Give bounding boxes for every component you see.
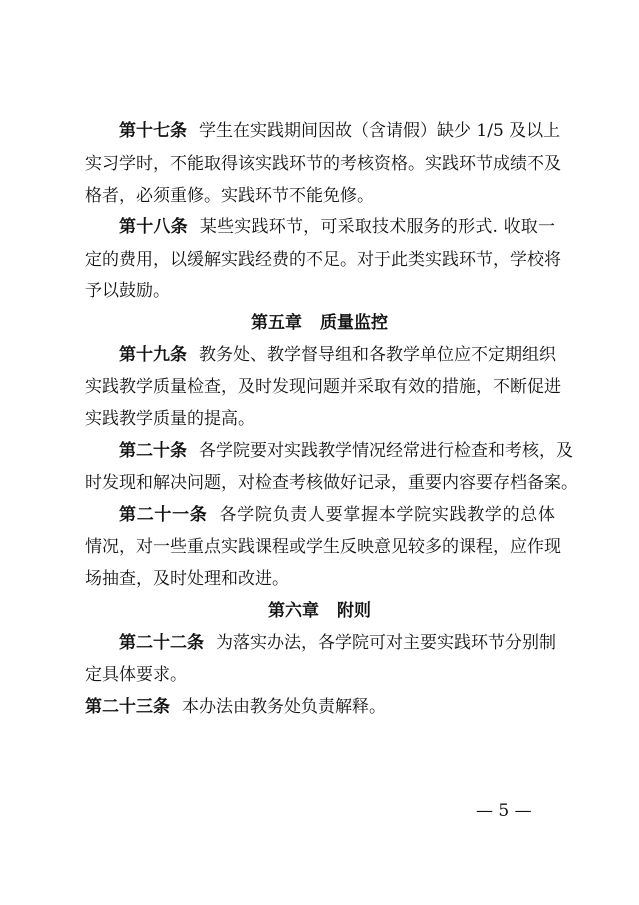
chapter-6-title: 附则 <box>337 601 371 621</box>
article-17-line-3: 格者，必须重修。实践环节不能免修。 <box>85 186 374 206</box>
article-23-text-1: 本办法由教务处负责解释。 <box>182 697 386 717</box>
article-21-line-1 <box>119 505 555 525</box>
article-21-line-2: 情况，对一些重点实践课程或学生反映意见较多的课程，应作现 <box>85 537 561 557</box>
article-22-label: 第二十二条 <box>119 633 204 653</box>
article-20-line-1 <box>119 441 573 461</box>
article-19-text-1: 教务处、教学督导组和各教学单位应不定期组织 <box>199 345 556 365</box>
article-19-line-3: 实践教学质量的提高。 <box>85 409 255 429</box>
article-19-label: 第十九条 <box>119 345 187 365</box>
article-21-text-1: 各学院负责人要掌握本学院实践教学的总体 <box>219 505 556 525</box>
chapter-6-heading <box>0 601 639 621</box>
article-22-line-1 <box>119 633 555 653</box>
article-22-line-2: 定具体要求。 <box>85 665 187 685</box>
chapter-5-heading <box>0 313 639 333</box>
article-23-label: 第二十三条 <box>85 697 170 717</box>
article-18-line-3: 予以鼓励。 <box>85 281 170 301</box>
article-20-label: 第二十条 <box>119 441 187 461</box>
article-23-line-1 <box>85 697 555 717</box>
article-20-text-1: 各学院要对实践教学情况经常进行检查和考核，及 <box>199 441 573 461</box>
article-18-text-1: 某些实践环节，可采取技术服务的形式. 收取一 <box>199 217 556 237</box>
article-18-label: 第十八条 <box>119 217 188 237</box>
article-19-line-1 <box>119 345 555 365</box>
article-22-text-1: 为落实办法，各学院可对主要实践环节分别制 <box>216 633 556 653</box>
article-21-label: 第二十一条 <box>119 505 208 525</box>
chapter-5-title: 质量监控 <box>320 313 388 333</box>
article-17-line-1 <box>119 121 561 141</box>
article-17-text-1: 学生在实践期间因故（含请假）缺少 1/5 及以上 <box>199 121 561 141</box>
article-18-line-2: 定的费用，以缓解实践经费的不足。对于此类实践环节，学校将 <box>85 250 561 270</box>
article-21-line-3: 场抽查，及时处理和改进。 <box>85 569 289 589</box>
chapter-6-number: 第六章 <box>268 601 319 621</box>
article-18-line-1 <box>119 217 555 237</box>
article-20-line-2: 时发现和解决问题，对检查考核做好记录，重要内容要存档备案。 <box>85 473 578 493</box>
article-19-line-2: 实践教学质量检查，及时发现问题并采取有效的措施，不断促进 <box>85 377 561 397</box>
article-17-label: 第十七条 <box>119 121 187 141</box>
page-number: — 5 — <box>476 801 532 821</box>
chapter-5-number: 第五章 <box>251 313 302 333</box>
article-17-line-2: 实习学时，不能取得该实践环节的考核资格。实践环节成绩不及 <box>85 154 561 174</box>
